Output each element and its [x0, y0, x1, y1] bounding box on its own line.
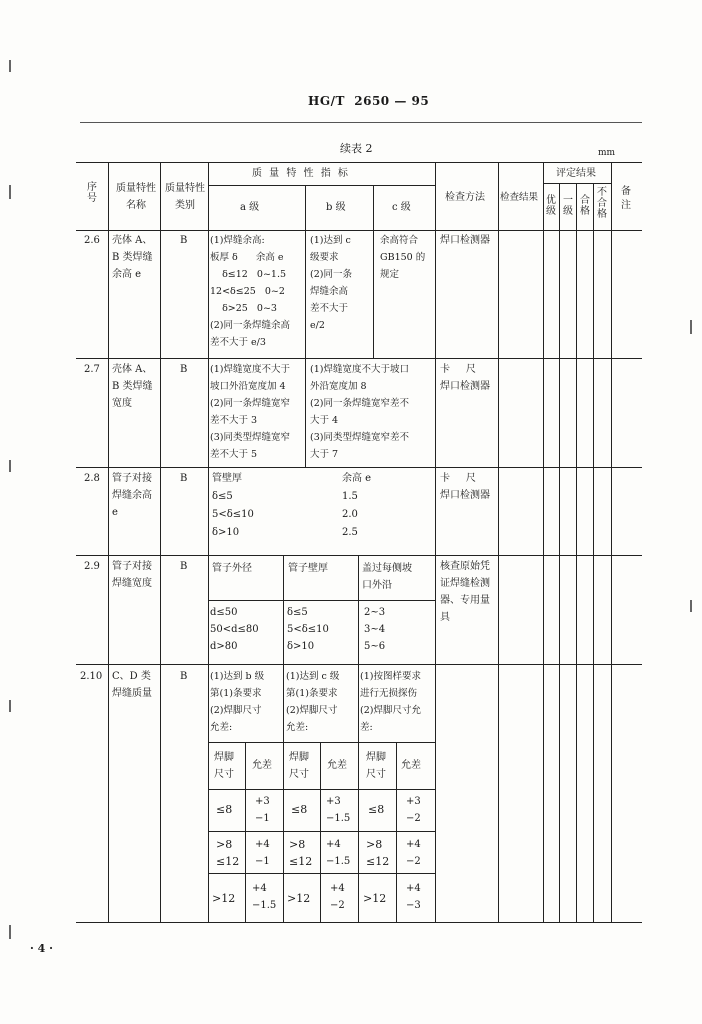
size-value: ≤8 — [368, 803, 385, 816]
col-header-first: 一级 — [563, 195, 573, 217]
sub-header-diameter: 管子外径 — [212, 563, 252, 574]
col-header-grade-b: b 级 — [326, 202, 346, 213]
diameter-values: d≤50 50<d≤80 d>80 — [210, 607, 259, 652]
size-header-a: 焊脚 尺寸 — [214, 752, 234, 780]
col-header-indicator: 质 量 特 性 指 标 — [252, 168, 350, 179]
scan-mark — [690, 600, 692, 612]
row-number: 2.8 — [84, 473, 100, 484]
col-header-unqualified: 不合格 — [597, 187, 607, 220]
check-method: 卡 尺 焊口检测器 — [440, 364, 490, 392]
row-number: 2.6 — [84, 235, 100, 246]
row-name: 管子对接 焊缝宽度 — [112, 561, 152, 589]
row-name: 壳体 A、 B 类焊缝 宽度 — [112, 364, 153, 409]
col-header-grade-c: c 级 — [392, 202, 411, 213]
col-header-method: 检查方法 — [445, 192, 485, 203]
wall-thickness-list: 管壁厚 δ≤5 5<δ≤10 δ>10 — [212, 473, 254, 538]
col-header-remark: 备注 — [621, 186, 631, 211]
tol-value: +4 −3 — [406, 883, 421, 911]
size-value: >8 ≤12 — [216, 838, 240, 868]
tol-value: +4 −1.5 — [326, 839, 351, 867]
row-category: B — [180, 473, 188, 484]
size-value: >8 ≤12 — [366, 838, 390, 868]
size-value: ≤8 — [291, 803, 308, 816]
tol-value: +4 −2 — [330, 883, 345, 911]
size-value: >12 — [212, 892, 236, 905]
row-name: 壳体 A、 B 类焊缝 余高 e — [112, 235, 153, 280]
size-header-c: 焊脚 尺寸 — [366, 752, 386, 780]
grade-c-text: 余高符合 GB150 的 规定 — [380, 235, 426, 280]
col-header-result: 检查结果 — [500, 192, 539, 203]
tol-value: +4 −1 — [255, 839, 270, 867]
page-number: · 4 · — [30, 942, 53, 955]
row-number: 2.7 — [84, 364, 100, 375]
col-header-qualified: 合格 — [580, 195, 590, 217]
scan-mark — [9, 460, 11, 472]
row-number: 2.10 — [80, 671, 103, 682]
tol-value: +3 −1 — [255, 796, 270, 824]
size-value: >12 — [287, 892, 311, 905]
size-header-b: 焊脚 尺寸 — [289, 752, 309, 780]
tol-value: +4 −1.5 — [252, 883, 277, 911]
grade-b-text: (1)达到 c 级要求 (2)同一条 焊缝余高 差不大于 e/2 — [310, 235, 352, 331]
row-category: B — [180, 561, 188, 572]
grade-a-text: (1)达到 b 级 第(1)条要求 (2)焊脚尺寸 允差: — [210, 671, 265, 733]
scan-mark — [690, 320, 692, 334]
col-header-name: 质量特性名称 — [116, 183, 156, 211]
row-number: 2.9 — [84, 561, 100, 572]
reinforcement-list: 余高 e 1.5 2.0 2.5 — [342, 473, 372, 538]
row-name: 管子对接 焊缝余高 e — [112, 473, 152, 518]
grade-a-text: (1)焊缝余高: 板厚 δ 余高 e δ≤12 0~1.5 12<δ≤25 0~2 δ>25 0~3 (2)同一条焊缝余高 差不大于 e/3 — [210, 235, 290, 348]
grade-b-text: (1)达到 c 级 第(1)条要求 (2)焊脚尺寸 允差: — [286, 671, 340, 733]
check-method: 卡 尺 焊口检测器 — [440, 473, 490, 501]
size-value: >12 — [363, 892, 387, 905]
tol-value: +4 −2 — [406, 839, 421, 867]
row-category: B — [180, 671, 188, 682]
grade-bc-text: (1)焊缝宽度不大于坡口 外沿宽度加 8 (2)同一条焊缝宽窄差不 大于 4 (3)同类型焊缝宽窄差不 大于 7 — [310, 364, 409, 460]
row-category: B — [180, 235, 188, 246]
standard-number: HG/T 2650 — 95 — [308, 94, 430, 108]
col-header-category: 质量特性类别 — [165, 183, 205, 211]
col-header-seq: 序号 — [87, 182, 97, 204]
check-method: 焊口检测器 — [440, 235, 490, 246]
scan-mark — [9, 700, 11, 712]
scan-mark — [9, 60, 11, 72]
thickness-values: δ≤5 5<δ≤10 δ>10 — [287, 607, 329, 652]
scan-mark — [9, 925, 11, 939]
header-rule — [80, 122, 642, 123]
grade-a-text: (1)焊缝宽度不大于 坡口外沿宽度加 4 (2)同一条焊缝宽窄 差不大于 3 (3)同类型焊缝宽窄 差不大于 5 — [210, 364, 290, 460]
tol-header-c: 允差 — [401, 760, 421, 771]
col-header-judgement: 评定结果 — [556, 168, 596, 179]
col-header-excellent: 优级 — [546, 195, 556, 217]
check-method: 核查原始凭 证焊缝检测 器、专用量 具 — [440, 561, 490, 623]
table-caption: 续表 2 — [340, 142, 373, 155]
size-value: >8 ≤12 — [289, 838, 313, 868]
cover-values: 2~3 3~4 5~6 — [364, 607, 386, 652]
row-category: B — [180, 364, 188, 375]
size-value: ≤8 — [216, 803, 233, 816]
tol-value: +3 −1.5 — [326, 796, 351, 824]
scan-mark — [9, 185, 11, 199]
table-unit: mm — [598, 148, 616, 158]
tol-header-a: 允差 — [252, 760, 272, 771]
grade-c-text: (1)按图样要求 进行无损探伤 (2)焊脚尺寸允 差: — [360, 671, 421, 733]
sub-header-thickness: 管子壁厚 — [288, 563, 328, 574]
col-header-grade-a: a 级 — [240, 202, 260, 213]
row-name: C、D 类 焊缝质量 — [112, 671, 152, 699]
tol-value: +3 −2 — [406, 796, 421, 824]
sub-header-cover: 盖过每侧坡 口外沿 — [362, 563, 412, 591]
tol-header-b: 允差 — [327, 760, 347, 771]
